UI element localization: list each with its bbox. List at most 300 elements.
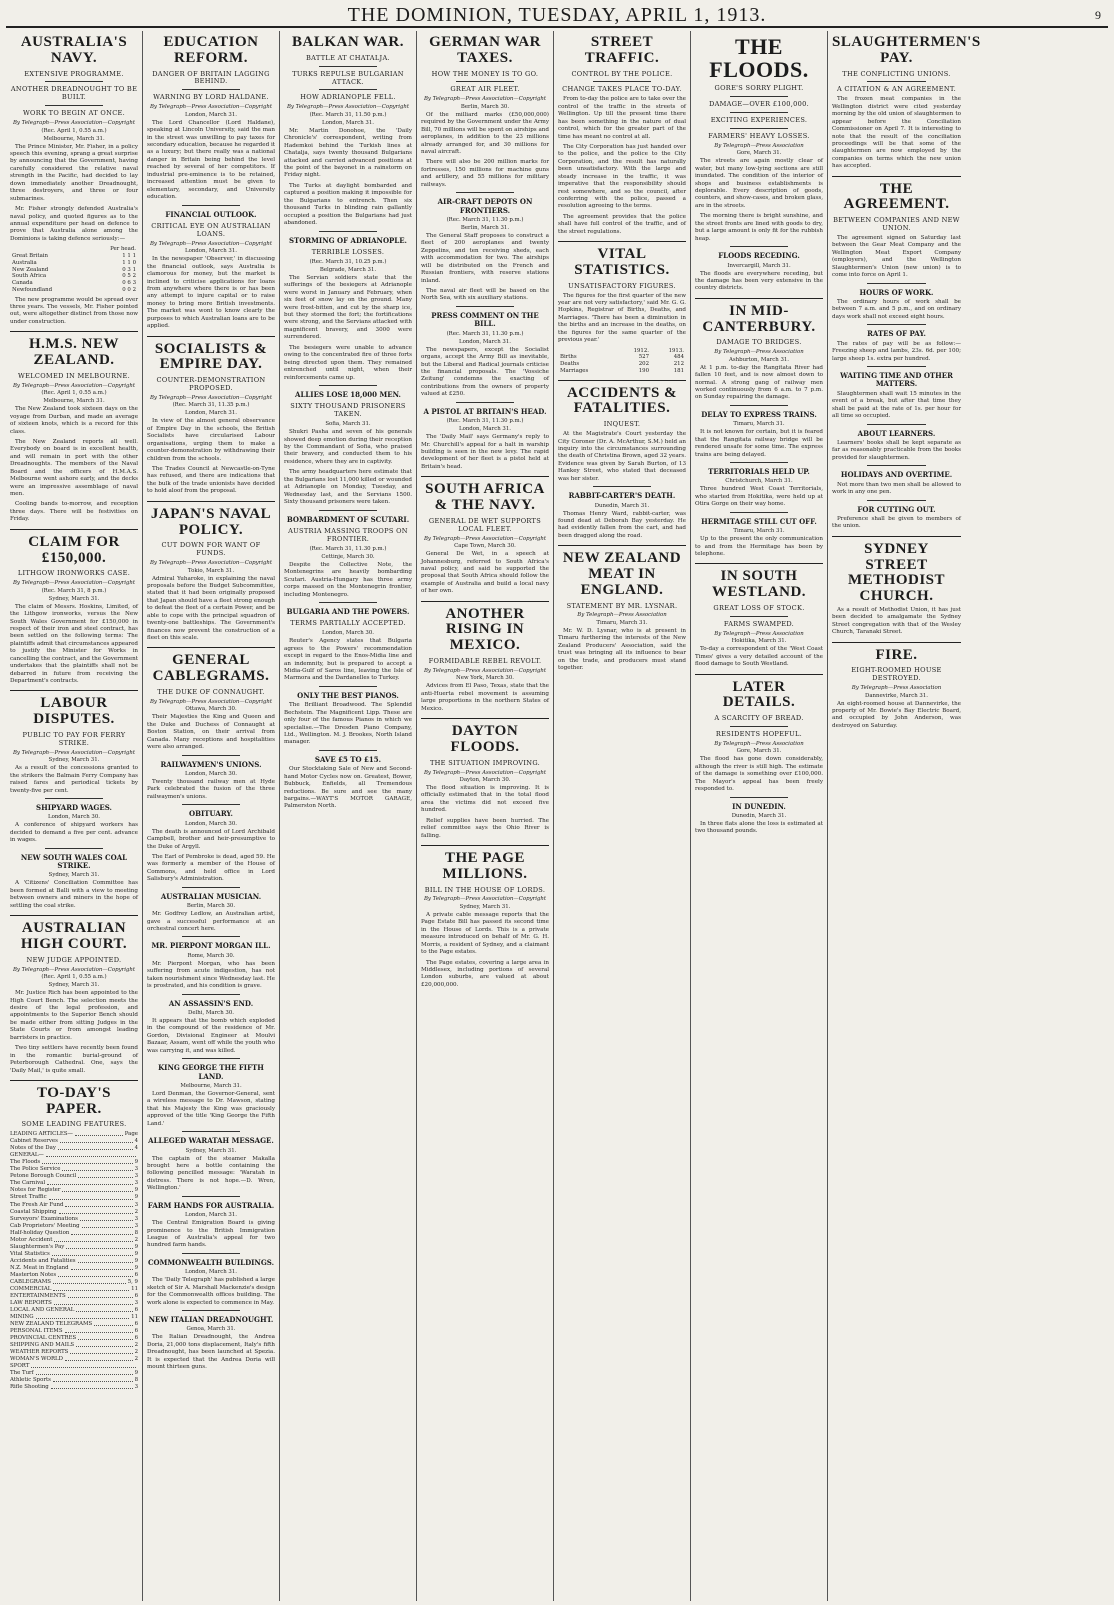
paragraph: The rates of pay will be as follow:— Freezing sheep and lambs, 23s. 6d. per 100; large sheep 1s. extra per hundred. [832,340,961,362]
contents-label: Petone Borough Council [10,1173,77,1180]
divider [832,642,961,643]
contents-label: LOCAL AND GENERAL [10,1306,75,1313]
contents-row [10,1209,138,1216]
table-row [10,267,138,274]
headline: IN MID-CANTERBURY. [702,302,816,335]
divider [730,96,788,97]
paragraph: Twenty thousand railway men at Hyde Park celebrated the fusion of the three railwaymen's unions. [147,778,275,800]
table-cell: 0 6 3 [122,280,136,287]
contents-row [10,1342,138,1349]
received-time: (Rec. March 31, 10.25 p.m.) [309,258,387,265]
paragraph: The City Corporation has just handed over to the police, and the police to the City Corporation, and the result has naturally been unsatisfactory. With the large and steady increase in the traffic, it was imperative that the responsibility should rest somewhere, and so the council, after conferring with the police, passed a resolution agreeing to the terms. [558,143,686,210]
contents-row [10,1258,138,1265]
contents-row [10,1173,138,1180]
headline: FIRE. [875,646,918,663]
dateline: Berlin, March 30. [186,903,236,910]
contents-page: 8 [134,1229,138,1236]
divider [593,486,651,487]
subheadline: STORMING OF ADRIANOPLE. [289,235,407,245]
leader-dots [49,1194,133,1199]
contents-page: 8 [134,1376,138,1383]
divider [45,798,103,799]
article [284,35,412,228]
subheadline: GORE'S SORRY PLIGHT. [714,84,804,93]
divider [319,231,377,232]
stats-table [10,246,138,293]
contents-row [10,1180,138,1187]
contents-label: CABLEGRAMS [10,1278,51,1285]
leader-dots [53,1286,129,1291]
contents-row [10,1377,138,1384]
article [695,674,823,794]
paragraph: The Trades Council at Newcastle-on-Tyne has refused, and there are indications that the bulk of the trade unionists have decided to hold aloof from the proposal. [147,466,275,495]
paragraph: The newspapers, except the Socialist organs, accept the Army Bill as inevitable, but the Liberal and Radical journals criticise the financial proposals. The 'Vossiche Zeitung' condemns the exacting of contributions from the owners of property valued at £250. [421,346,549,398]
article [832,366,961,421]
contents-label: SHIPPING AND MAILS [10,1341,75,1348]
contents-label: WOMAN'S WORLD [10,1355,63,1362]
divider [421,718,549,719]
article [147,936,275,990]
article [147,1131,275,1193]
press-credit: By Telegraph—Press Association—Copyright [423,96,547,103]
table-cell: New Zealand [12,266,49,273]
article [284,231,412,382]
contents-row [10,1223,138,1230]
leader-dots [54,1237,132,1242]
dateline: London, March 31. [185,410,237,417]
contents-label: Vital Statistics [10,1250,50,1257]
received-time: (Rec. March 31, 11.35 p.m.) [172,402,250,409]
divider [10,915,138,916]
dateline: London, March 30. [48,814,100,821]
paragraph: There will also be 200 million marks for fortresses, 150 millions for machine guns and artillery, and 55 millions for military railways. [421,159,549,188]
dateline: Berlin, March 30. [460,103,510,110]
article [147,994,275,1056]
headline: GERMAN WAR TAXES. [429,34,541,66]
subheadline: TERMS PARTIALLY ACCEPTED. [290,619,406,628]
press-credit: By Telegraph—Press Association—Copyright [149,560,273,567]
subheadline: A PISTOL AT BRITAIN'S HEAD. [423,406,547,416]
press-credit: By Telegraph—Press Association [714,349,804,356]
leader-dots [68,1293,133,1298]
contents-label: Accidents and Fatalities [10,1257,76,1264]
column-3 [280,31,417,1601]
table-row [10,260,138,267]
divider [730,797,788,798]
subheadline: CONTROL BY THE POLICE. [571,69,673,78]
table-cell: 1913. [668,347,684,354]
contents-page: 9 [134,1257,138,1264]
received-time: (Rec. March 31, 11.30 p.m.) [446,330,524,337]
contents-label: PERSONAL ITEMS [10,1327,63,1334]
article [832,465,961,496]
dateline: London, March 30. [322,630,374,637]
headline: CLAIM FOR £150,000. [28,533,120,566]
leader-dots [71,1265,133,1270]
contents-page: 2 [134,1236,138,1243]
paragraph: Advices from El Paso, Texas, state that the anti-Huerta rebel movement is assuming large proportions in the northern States of Mexico. [421,683,549,712]
paragraph: Our Stocktaking Sale of New and Second-hand Motor Cycles now on. Greatest, Bower, Bubbuck, Enfields, all Tremendous reductions. Be sure and see the many bargains.—WAYT'S MOTOR GARAGE, Palmerston North. [284,766,412,810]
subheadline: IN DUNEDIN. [732,801,786,811]
subheadline: ALLIES LOSE 18,000 MEN. [295,389,401,399]
subheadline: A CITATION & AN AGREEMENT. [836,85,957,94]
subheadline: BULGARIA AND THE POWERS. [286,606,410,616]
divider [182,1131,240,1132]
subheadline: HOW ADRIANOPLE FELL. [300,93,396,102]
paragraph: The army headquarters here estimate that the Bulgarians lost 11,000 killed or wounded at Adrianople on Monday, Tuesday, and Wednesday last, and the Servians 1500. Sixty thousand prisoners were taken. [284,469,412,506]
paragraph: General De Wet, in a speech at Johannesburg, referred to South Africa's naval policy, and said he supported the proposal that South Africa should follow the example of Australia and build a local navy of her own. [421,551,549,595]
divider [730,616,788,617]
dateline: Hokitika, March 31. [731,638,787,645]
divider [456,306,514,307]
headline: ACCIDENTS & FATALITIES. [566,384,678,417]
paragraph: The New Zealand took sixteen days on the voyage from Durban, and made an average of sixteen knots, which is a record for this class. [10,406,138,435]
contents-label: The Fresh Air Fund [10,1201,64,1208]
divider [147,647,275,648]
column-6 [691,31,828,1601]
contents-page: 3 [134,1222,138,1229]
subheadline: SOME LEADING FEATURES. [21,1120,127,1129]
press-credit: By Telegraph—Press Association [851,685,942,692]
leader-dots [76,1342,132,1347]
contents-label: Slaughtermen's Pay [10,1243,65,1250]
headline: LATER DETAILS. [722,678,796,711]
dateline: Timaru, March 31. [733,421,785,428]
contents-page: 3 [134,1166,138,1173]
subheadline: CRITICAL EYE ON AUSTRALIAN LOANS. [151,221,271,238]
contents-label: Rifle Shooting [10,1383,49,1390]
subheadline: SAVE £5 TO £15. [314,754,382,764]
contents-page: 3 [134,1383,138,1390]
divider [867,366,925,367]
subheadline: HOURS OF WORK. [859,287,934,297]
subheadline: CUT DOWN FOR WANT OF FUNDS. [161,541,261,558]
contents-row [10,1328,138,1335]
leader-dots [36,1370,133,1375]
article [558,380,686,483]
headline: ANOTHER RISING IN MEXICO. [445,605,525,654]
contents-label: Surveyors' Examinations [10,1215,78,1222]
article [147,804,275,883]
contents-label: N.Z. Meat in England [10,1264,69,1271]
paragraph: Mr. Justice Rich has been appointed to the High Court Bench. The selection meets the desire of the legal profession, and appointments to the Superior Bench should be made either from sitting Judges in the State Courts or from amongst leading barristers in practice. [10,990,138,1041]
paragraph: The figures for the first quarter of the new year are not very satisfactory,' said Mr. G. G. Hopkins, Registrar of Births, Deaths, and Marriages. 'There has been a diminution in the births and an increase in the deaths, on the figures for the same quarter of the previous year.' [558,292,686,344]
contents-row [10,1194,138,1201]
divider [319,602,377,603]
article [558,35,686,236]
divider [10,1080,138,1081]
table-cell: 1 1 0 [122,259,136,266]
headline: THE PAGE MILLIONS. [442,850,528,882]
contents-label: Motor Accident [10,1236,53,1243]
subheadline: AUSTRALIAN MUSICIAN. [160,891,262,901]
table-row [558,368,686,375]
headline: IN SOUTH WESTLAND. [711,568,807,601]
contents-row [10,1159,138,1166]
leader-dots [62,1166,132,1171]
subheadline: WELCOMED IN MELBOURNE. [18,371,130,380]
received-time: (Rec. April 1, 0.55 a.m.) [41,127,107,134]
subheadline: EIGHT-ROOMED HOUSE DESTROYED. [851,666,942,683]
paragraph: The besiegers were unable to advance owing to the concentrated fire of three forts being directed upon them. They remained entrenched until night, when their reinforcements came up. [284,344,412,381]
contents-label: Cab Proprietors' Meeting [10,1222,80,1229]
divider [182,1253,240,1254]
subheadline: DANGER OF BRITAIN LAGGING BEHIND. [152,69,270,86]
subheadline: THE SITUATION IMPROVING. [429,758,541,767]
press-credit: By Telegraph—Press Association—Copyright [423,896,547,903]
contents-label: The Floods [10,1159,41,1166]
subheadline: SHIPYARD WAGES. [36,803,112,812]
article [284,385,412,507]
press-credit: By Telegraph—Press Association—Copyright [149,240,273,247]
contents-page: 11 [131,1313,138,1320]
contents-label: ENTERTAINMENTS [10,1292,66,1299]
article [832,424,961,463]
subheadline: SIXTY THOUSAND PRISONERS TAKEN. [290,402,406,419]
paragraph: Two tiny settlers have recently been found in the romantic burial-ground of Peterborough Cathedral. One, says the 'Daily Mail,' is quite small. [10,1045,138,1074]
contents-page: 6 [134,1334,138,1341]
divider [832,176,961,177]
divider [593,81,651,82]
contents-page: 6 [134,1327,138,1334]
divider [730,112,788,113]
contents-page: 9 [134,1243,138,1250]
table-cell: Deaths [560,361,580,368]
divider [421,845,549,846]
subheadline: HOW THE MONEY IS TO GO. [431,69,539,78]
contents-page: 9 [134,1369,138,1376]
paragraph: The Central Emigration Board is giving prominence to the British Immigration League of Australia's appeal for two hundred farm hands. [147,1220,275,1249]
leader-dots [58,1145,133,1150]
divider [319,385,377,386]
contents-page: 9 [134,1250,138,1257]
subheadline: BETWEEN COMPANIES AND NEW UNION. [833,216,960,233]
dateline: London, March 31. [185,1212,237,1219]
contents-label: The Turf [10,1369,34,1376]
subheadline: FARMS SWAMPED. [723,619,795,628]
dateline: Sofia, March 31. [325,421,371,428]
contents-page: 3 [134,1180,138,1187]
column-7 [828,31,981,1601]
contents-row [10,1237,138,1244]
paragraph: The Page estates, covering a large area in Middlesex, including portions of several London suburbs, are valued at about £20,000,000. [421,959,549,988]
paragraph: The Turks at daylight bombarded and captured a position making it impossible for the Bulgarians to entrench. Then six thousand Turks in blinding rain gallantly occupied a position the Bulgarians had just abandoned. [284,182,412,227]
paragraph: The General Staff proposes to construct a fleet of 200 aeroplanes and twenty Zeppelins, and ten receiving sheds, each with accommodation for two. The airships will be distributed on the French and Russian frontiers, with reserve stations inland. [421,232,549,284]
paragraph: Thomas Henry Ward, rabbit-carter, was found dead at Deborah Bay yesterday. He had evidently fallen from the cart, and had been dragged along the road. [558,510,686,539]
divider [730,128,788,129]
leader-dots [42,1159,132,1164]
paragraph: Up to the present the only communication to and from the Hermitage has been by telephone. [695,536,823,557]
leader-dots [46,1152,136,1157]
subheadline: EXTENSIVE PROGRAMME. [24,69,124,78]
contents-label: LAW REPORTS [10,1299,52,1306]
contents-row [10,1356,138,1363]
article [10,915,138,1075]
subheadline: NEW JUDGE APPOINTED. [26,955,122,964]
headline: THE AGREEMENT. [843,180,950,213]
subheadline: RABBIT-CARTER'S DEATH. [568,491,676,501]
paragraph: The claim of Messrs. Hoskins, Limited, of the Lithgow ironworks, versus the New South Wales Government for £150,000 in respect of their iron and steel contract, has been settled on the following terms: The plaintiffs admit that circumstances appeared to justify the Minister for Works in cancelling the contract, and the Government undertakes that the plaintiffs shall not be debarred in future from receiving the Department's contracts. [10,603,138,685]
received-time: (Rec. March 31, 11.50 p.m.) [309,111,387,118]
subheadline: WORK TO BEGIN AT ONCE. [22,109,126,118]
paragraph: Mr. W. D. Lysnar, who is at present in Timaru furthering the interests of the New Zealand Producers' Association, said the trust was bringing all its influence to bear on the trade, and producers must stand together. [558,627,686,672]
paragraph: The 'Daily Telegraph' has published a large sketch of Sir A. Marshall Mackenzie's design for the Commonwealth offices building. The work alone is expected to commence in May. [147,1277,275,1306]
headline: GENERAL CABLEGRAMS. [152,652,270,685]
divider [730,726,788,727]
contents-label: Athletic Sports [10,1376,51,1383]
leader-dots [59,1209,133,1214]
article [695,246,823,293]
dateline: Christchurch, March 31. [725,478,793,485]
dateline: Timaru, March 31. [733,528,785,535]
table-header [558,348,686,355]
contents-page: 3 [134,1215,138,1222]
subheadline: AN ASSASSIN'S END. [168,998,254,1008]
divider [45,81,103,82]
table-cell: 0 0 2 [122,286,136,293]
article [147,647,275,751]
article [695,462,823,509]
contents-page: 2 [134,1208,138,1215]
article [284,602,412,683]
article [832,324,961,363]
article [10,690,138,795]
article [421,845,549,989]
article [421,402,549,472]
divider [182,1310,240,1311]
article [147,1253,275,1307]
leader-dots [51,1384,133,1389]
paragraph: As a result of Methodist Union, it has just been decided to amalgamate the Sydney Street congregation with that of the Wesley Church, Taranaki Street. [832,606,961,636]
press-credit: By Telegraph—Press Association [714,630,804,637]
table-cell: 484 [673,354,684,361]
subheadline: DAMAGE TO BRIDGES. [716,338,802,347]
contents-page: 9 [134,1187,138,1194]
dateline: Delhi, March 30. [188,1009,234,1016]
dateline: London, March 31. [459,426,511,433]
subheadline: COUNTER-DEMONSTRATION PROPOSED. [156,376,266,392]
press-credit: By Telegraph—Press Association—Copyright [286,104,410,111]
contents-label: LEADING ARTICLES— [10,1131,73,1138]
contents-label: Notes for Register [10,1187,61,1194]
contents-page: 6 [134,1292,138,1299]
subheadline: BATTLE AT CHATALJA. [306,53,390,62]
headline: DAYTON FLOODS. [450,723,520,755]
contents-row [10,1202,138,1209]
divider [10,331,138,332]
subheadline: TERRITORIALS HELD UP. [708,467,810,477]
paragraph: Mr. Godfrey Ledlow, an Australian artist, gave a successful performance at an orchestral concert here. [147,911,275,932]
received-time: (Rec. March 31, 11.30 p.m.) [309,545,387,552]
article [10,529,138,686]
leader-dots [66,1244,132,1249]
leader-dots [76,1307,132,1312]
article [147,1196,275,1250]
table-cell: Great Britain [12,253,49,260]
paragraph: Their Majesties the King and Queen and the Duke and Duchess of Connaught at Boston Station, on their arrival from Canada. Many receptions and hospitalities were also arranged. [147,714,275,751]
subheadline: A SCARCITY OF BREAD. [714,714,804,723]
article [10,798,138,845]
contents-page: 4 [134,1138,138,1145]
leader-dots [78,1258,133,1263]
subheadline: ABOUT LEARNERS. [857,428,936,438]
subheadline: RESIDENTS HOPEFUL. [715,729,803,738]
contents-label: Half-holiday Question [10,1229,70,1236]
table-cell: 1912. [633,347,649,354]
press-credit: By Telegraph—Press Association—Copyright [12,749,136,756]
dateline: Ashburton, March 31. [728,356,790,363]
paragraph: Not more than two men shall be allowed to work in any one pen. [832,481,961,496]
article [832,536,961,637]
paragraph: Mr. Fisher strongly defended Australia's naval policy, and quoted figures as to the annual expenditure per head on defence to prove that Australia alone among the Dominions is taking defence seriously:— [10,206,138,242]
paragraph: Relief supplies have been hurried. The relief committee says the Ohio River is falling. [421,817,549,839]
table-row [558,361,686,368]
dateline: London, March 31. [185,1269,237,1276]
paragraph: The flood situation is improving. It is officially estimated that in the total flood area the victims did not exceed five hundred. [421,785,549,814]
leader-dots [80,1216,133,1221]
contents-page: 4 [134,1145,138,1152]
press-credit: By Telegraph—Press Association—Copyright [12,966,136,973]
subheadline: RATES OF PAY. [867,329,926,339]
table-cell: 190 [638,367,649,374]
article [832,500,961,531]
press-credit: By Telegraph—Press Association—Copyright [423,667,547,674]
subheadline: TERRIBLE LOSSES. [311,247,385,256]
dateline: Sydney, March 31. [48,872,100,879]
received-time: (Rec. March 31, 11.30 p.m.) [446,418,524,425]
headline: LABOUR DISPUTES. [33,695,115,728]
subheadline: MR. PIERPONT MORGAN ILL. [151,941,271,951]
headline: BALKAN WAR. [292,34,404,50]
dateline: Dannevirke, March 31. [865,692,928,699]
paragraph: The death is announced of Lord Archibald Campbell, brother and heir-presumptive to the Duke of Argyll. [147,828,275,850]
subheadline: GENERAL DE WET SUPPORTS LOCAL FLEET. [428,516,542,533]
divider [182,89,240,90]
contents-row [10,1279,138,1286]
dateline: Sydney, March 31. [459,903,511,910]
dateline: Genoa, March 31. [186,1326,236,1333]
contents-row [10,1335,138,1342]
article [695,797,823,836]
column-2 [143,31,280,1601]
masthead-title: THE DOMINION, TUESDAY, APRIL 1, 1913. [347,3,767,26]
contents-label: PROVINCIAL CENTRES [10,1334,77,1341]
headline: NEW ZEALAND MEAT IN ENGLAND. [562,550,682,598]
divider [45,105,103,106]
dateline: London, March 31. [322,119,374,126]
table-cell: 0 3 1 [122,266,136,273]
contents-row [10,1187,138,1194]
dateline: Ottawa, March 30. [185,706,237,713]
dateline: Dunedin, March 31. [731,812,787,819]
divider [695,298,823,299]
leader-dots [82,1223,133,1228]
contents-row [10,1286,138,1293]
dateline: Timaru, March 31. [596,619,648,626]
divider [695,563,823,564]
subheadline: AUSTRIA MASSING TROOPS ON FRONTIER. [288,526,408,543]
contents-row [10,1230,138,1237]
received-time: (Rec. April 1, 0.55 a.m.) [41,390,107,397]
table-cell: Births [560,354,577,361]
leader-dots [31,1363,136,1368]
contents-page: Page [124,1131,138,1138]
subheadline: PUBLIC TO PAY FOR FERRY STRIKE. [22,730,126,747]
divider [558,241,686,242]
subheadline: COMMONWEALTH BUILDINGS. [147,1257,275,1267]
divider [182,755,240,756]
subheadline: FINANCIAL OUTLOOK. [165,209,257,219]
